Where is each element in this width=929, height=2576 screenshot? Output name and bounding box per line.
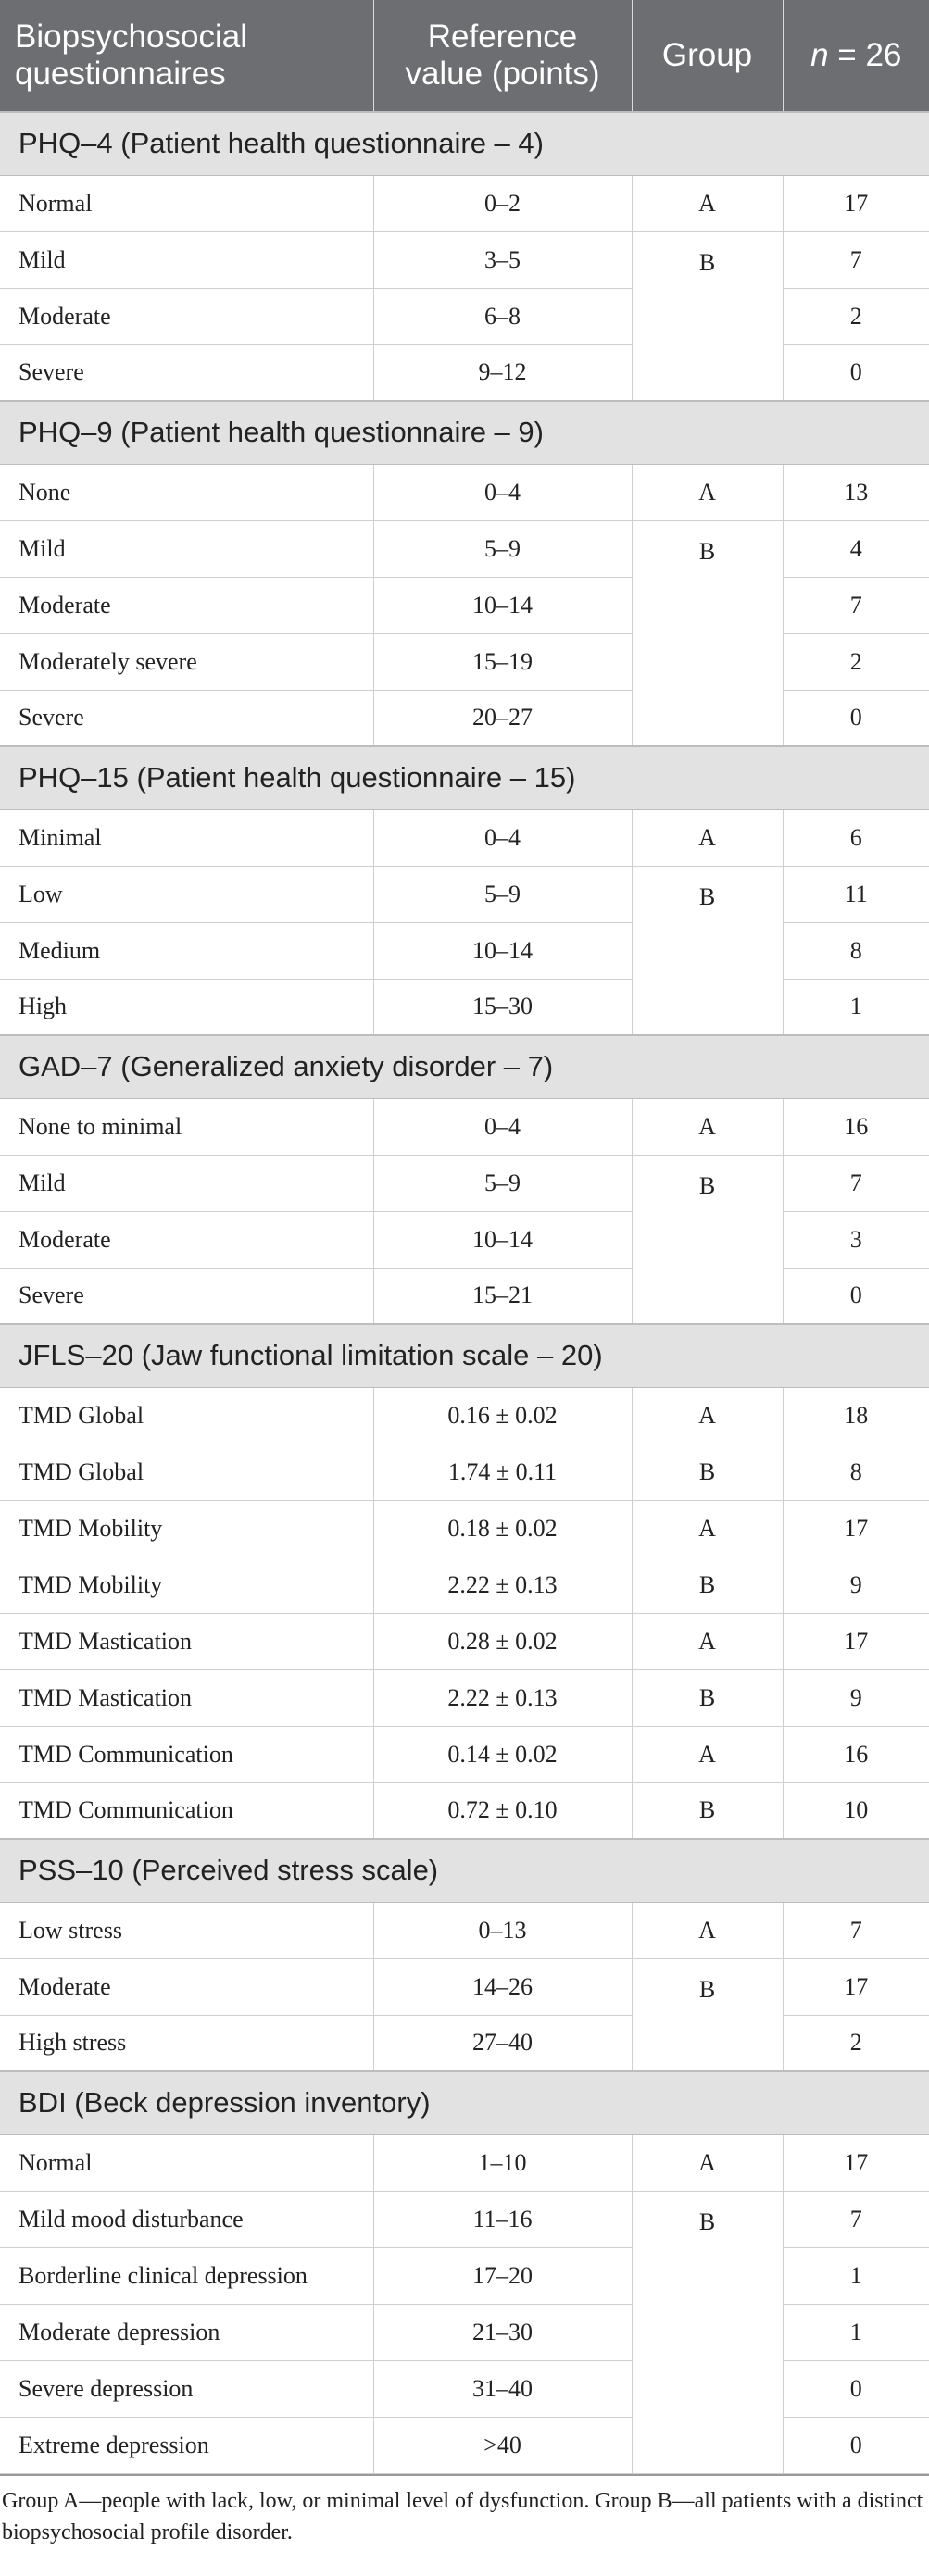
reference-value-cell: 6–8 xyxy=(373,288,632,344)
group-cell: B xyxy=(632,231,783,401)
table-row xyxy=(0,1613,929,1669)
reference-value-cell: 27–40 xyxy=(373,2015,632,2071)
table-row xyxy=(0,1902,929,1958)
count-cell: 13 xyxy=(783,464,929,520)
section-header-row xyxy=(0,1324,929,1387)
table-row xyxy=(0,1726,929,1782)
reference-value-cell: 21–30 xyxy=(373,2304,632,2360)
section-header-row xyxy=(0,2071,929,2134)
header-row xyxy=(0,0,929,112)
count-cell: 17 xyxy=(783,1500,929,1557)
group-cell: A xyxy=(632,1387,783,1444)
reference-value-cell: 9–12 xyxy=(373,344,632,401)
header-n xyxy=(783,0,929,112)
reference-value-cell: 0–2 xyxy=(373,175,632,231)
table-row xyxy=(0,922,929,979)
count-cell: 6 xyxy=(783,809,929,866)
table-row xyxy=(0,1268,929,1324)
reference-value-cell: 5–9 xyxy=(373,866,632,922)
count-cell: 7 xyxy=(783,577,929,633)
group-cell: A xyxy=(632,2134,783,2191)
count-cell: 18 xyxy=(783,1387,929,1444)
count-cell: 16 xyxy=(783,1098,929,1155)
table-row xyxy=(0,1444,929,1500)
reference-value-cell: 1.74 ± 0.11 xyxy=(373,1444,632,1500)
count-cell: 2 xyxy=(783,288,929,344)
reference-value-cell: 2.22 ± 0.13 xyxy=(373,1669,632,1726)
table-footnote: Group A—people with lack, low, or minimal level of dysfunction. Group B—all patients with a distinct biopsychosocial profile disorder. xyxy=(0,2474,929,2548)
category-cell: TMD Mastication xyxy=(0,1613,373,1669)
category-cell: Moderate xyxy=(0,1958,373,2015)
category-cell: Severe xyxy=(0,344,373,401)
group-cell: B xyxy=(632,520,783,746)
category-cell: TMD Mastication xyxy=(0,1669,373,1726)
category-cell: Moderate depression xyxy=(0,2304,373,2360)
section-title: PHQ–15 (Patient health questionnaire – 15) xyxy=(0,746,929,809)
reference-value-cell: 0.72 ± 0.10 xyxy=(373,1782,632,1839)
category-cell: Medium xyxy=(0,922,373,979)
count-cell: 2 xyxy=(783,2015,929,2071)
table-body xyxy=(0,112,929,2473)
category-cell: Low xyxy=(0,866,373,922)
table-row xyxy=(0,1669,929,1726)
category-cell: TMD Global xyxy=(0,1444,373,1500)
table-row xyxy=(0,344,929,401)
category-cell: Normal xyxy=(0,2134,373,2191)
category-cell: None xyxy=(0,464,373,520)
table-row xyxy=(0,464,929,520)
count-cell: 7 xyxy=(783,1902,929,1958)
count-cell: 17 xyxy=(783,2134,929,2191)
count-cell: 0 xyxy=(783,690,929,746)
category-cell: Severe xyxy=(0,690,373,746)
section-header-row xyxy=(0,746,929,809)
count-cell: 17 xyxy=(783,1958,929,2015)
section-header-row xyxy=(0,1839,929,1902)
category-cell: TMD Communication xyxy=(0,1782,373,1839)
table-row xyxy=(0,809,929,866)
count-cell: 1 xyxy=(783,979,929,1035)
count-cell: 8 xyxy=(783,922,929,979)
table-row xyxy=(0,2417,929,2473)
category-cell: Moderate xyxy=(0,288,373,344)
table-row xyxy=(0,288,929,344)
reference-value-cell: 31–40 xyxy=(373,2360,632,2417)
table-row xyxy=(0,1211,929,1268)
group-cell: B xyxy=(632,2191,783,2473)
reference-value-cell: 15–19 xyxy=(373,633,632,690)
table-row xyxy=(0,520,929,577)
category-cell: None to minimal xyxy=(0,1098,373,1155)
header-questionnaires: Biopsychosocial questionnaires xyxy=(0,0,373,112)
table-row xyxy=(0,690,929,746)
category-cell: TMD Mobility xyxy=(0,1500,373,1557)
category-cell: Extreme depression xyxy=(0,2417,373,2473)
reference-value-cell: 0.18 ± 0.02 xyxy=(373,1500,632,1557)
category-cell: TMD Global xyxy=(0,1387,373,1444)
reference-value-cell: 0–4 xyxy=(373,464,632,520)
category-cell: Mild mood disturbance xyxy=(0,2191,373,2247)
count-cell: 9 xyxy=(783,1557,929,1613)
group-cell: B xyxy=(632,1782,783,1839)
table-row xyxy=(0,2360,929,2417)
reference-value-cell: 17–20 xyxy=(373,2247,632,2304)
reference-value-cell: 0.16 ± 0.02 xyxy=(373,1387,632,1444)
count-cell: 7 xyxy=(783,1155,929,1211)
category-cell: Severe xyxy=(0,1268,373,1324)
reference-value-cell: 0–4 xyxy=(373,809,632,866)
table-row xyxy=(0,633,929,690)
group-cell: B xyxy=(632,1958,783,2071)
group-cell: B xyxy=(632,1557,783,1613)
reference-value-cell: 3–5 xyxy=(373,231,632,288)
section-title: GAD–7 (Generalized anxiety disorder – 7) xyxy=(0,1035,929,1098)
count-cell: 16 xyxy=(783,1726,929,1782)
count-cell: 17 xyxy=(783,175,929,231)
category-cell: Minimal xyxy=(0,809,373,866)
reference-value-cell: 5–9 xyxy=(373,1155,632,1211)
group-cell: B xyxy=(632,866,783,1035)
category-cell: High xyxy=(0,979,373,1035)
group-cell: A xyxy=(632,1613,783,1669)
section-title: BDI (Beck depression inventory) xyxy=(0,2071,929,2134)
header-n-symbol: n xyxy=(810,37,829,73)
reference-value-cell: 5–9 xyxy=(373,520,632,577)
category-cell: TMD Communication xyxy=(0,1726,373,1782)
table-row xyxy=(0,979,929,1035)
reference-value-cell: 10–14 xyxy=(373,577,632,633)
table-row xyxy=(0,1782,929,1839)
count-cell: 7 xyxy=(783,231,929,288)
section-title: PHQ–4 (Patient health questionnaire – 4) xyxy=(0,112,929,175)
section-header-row xyxy=(0,1035,929,1098)
category-cell: Moderately severe xyxy=(0,633,373,690)
table-row xyxy=(0,2015,929,2071)
group-cell: A xyxy=(632,175,783,231)
count-cell: 11 xyxy=(783,866,929,922)
reference-value-cell: 0.28 ± 0.02 xyxy=(373,1613,632,1669)
table-row xyxy=(0,1387,929,1444)
category-cell: Mild xyxy=(0,520,373,577)
group-cell: A xyxy=(632,1726,783,1782)
category-cell: Normal xyxy=(0,175,373,231)
group-cell: A xyxy=(632,1098,783,1155)
count-cell: 7 xyxy=(783,2191,929,2247)
group-cell: B xyxy=(632,1669,783,1726)
section-title: PSS–10 (Perceived stress scale) xyxy=(0,1839,929,1902)
table-row xyxy=(0,2247,929,2304)
table-row xyxy=(0,577,929,633)
header-reference-value: Reference value (points) xyxy=(373,0,632,112)
group-cell: A xyxy=(632,1902,783,1958)
count-cell: 0 xyxy=(783,2417,929,2473)
count-cell: 4 xyxy=(783,520,929,577)
category-cell: Moderate xyxy=(0,1211,373,1268)
table-row xyxy=(0,231,929,288)
table-row xyxy=(0,175,929,231)
count-cell: 10 xyxy=(783,1782,929,1839)
count-cell: 0 xyxy=(783,344,929,401)
category-cell: Borderline clinical depression xyxy=(0,2247,373,2304)
section-header-row xyxy=(0,401,929,464)
header-n-value: = 26 xyxy=(828,37,902,73)
category-cell: Mild xyxy=(0,231,373,288)
reference-value-cell: 10–14 xyxy=(373,922,632,979)
category-cell: High stress xyxy=(0,2015,373,2071)
reference-value-cell: 15–21 xyxy=(373,1268,632,1324)
category-cell: Severe depression xyxy=(0,2360,373,2417)
category-cell: Low stress xyxy=(0,1902,373,1958)
table-row xyxy=(0,1155,929,1211)
table-row xyxy=(0,2191,929,2247)
table-row xyxy=(0,1958,929,2015)
group-cell: A xyxy=(632,809,783,866)
count-cell: 1 xyxy=(783,2247,929,2304)
reference-value-cell: 10–14 xyxy=(373,1211,632,1268)
count-cell: 2 xyxy=(783,633,929,690)
count-cell: 0 xyxy=(783,1268,929,1324)
category-cell: Mild xyxy=(0,1155,373,1211)
section-header-row xyxy=(0,112,929,175)
table-row xyxy=(0,2304,929,2360)
count-cell: 3 xyxy=(783,1211,929,1268)
table-row xyxy=(0,2134,929,2191)
group-cell: A xyxy=(632,1500,783,1557)
reference-value-cell: 14–26 xyxy=(373,1958,632,2015)
group-cell: B xyxy=(632,1444,783,1500)
section-title: PHQ–9 (Patient health questionnaire – 9) xyxy=(0,401,929,464)
count-cell: 8 xyxy=(783,1444,929,1500)
table-row xyxy=(0,1098,929,1155)
category-cell: Moderate xyxy=(0,577,373,633)
reference-value-cell: 0–13 xyxy=(373,1902,632,1958)
section-title: JFLS–20 (Jaw functional limitation scale – 20) xyxy=(0,1324,929,1387)
reference-value-cell: >40 xyxy=(373,2417,632,2473)
table-row xyxy=(0,1500,929,1557)
reference-value-cell: 2.22 ± 0.13 xyxy=(373,1557,632,1613)
reference-value-cell: 1–10 xyxy=(373,2134,632,2191)
table-row xyxy=(0,866,929,922)
count-cell: 0 xyxy=(783,2360,929,2417)
group-cell: A xyxy=(632,464,783,520)
table-row xyxy=(0,1557,929,1613)
count-cell: 17 xyxy=(783,1613,929,1669)
count-cell: 1 xyxy=(783,2304,929,2360)
reference-value-cell: 15–30 xyxy=(373,979,632,1035)
reference-value-cell: 0.14 ± 0.02 xyxy=(373,1726,632,1782)
count-cell: 9 xyxy=(783,1669,929,1726)
reference-value-cell: 0–4 xyxy=(373,1098,632,1155)
reference-value-cell: 20–27 xyxy=(373,690,632,746)
group-cell: B xyxy=(632,1155,783,1324)
reference-value-cell: 11–16 xyxy=(373,2191,632,2247)
header-group: Group xyxy=(632,0,783,112)
category-cell: TMD Mobility xyxy=(0,1557,373,1613)
